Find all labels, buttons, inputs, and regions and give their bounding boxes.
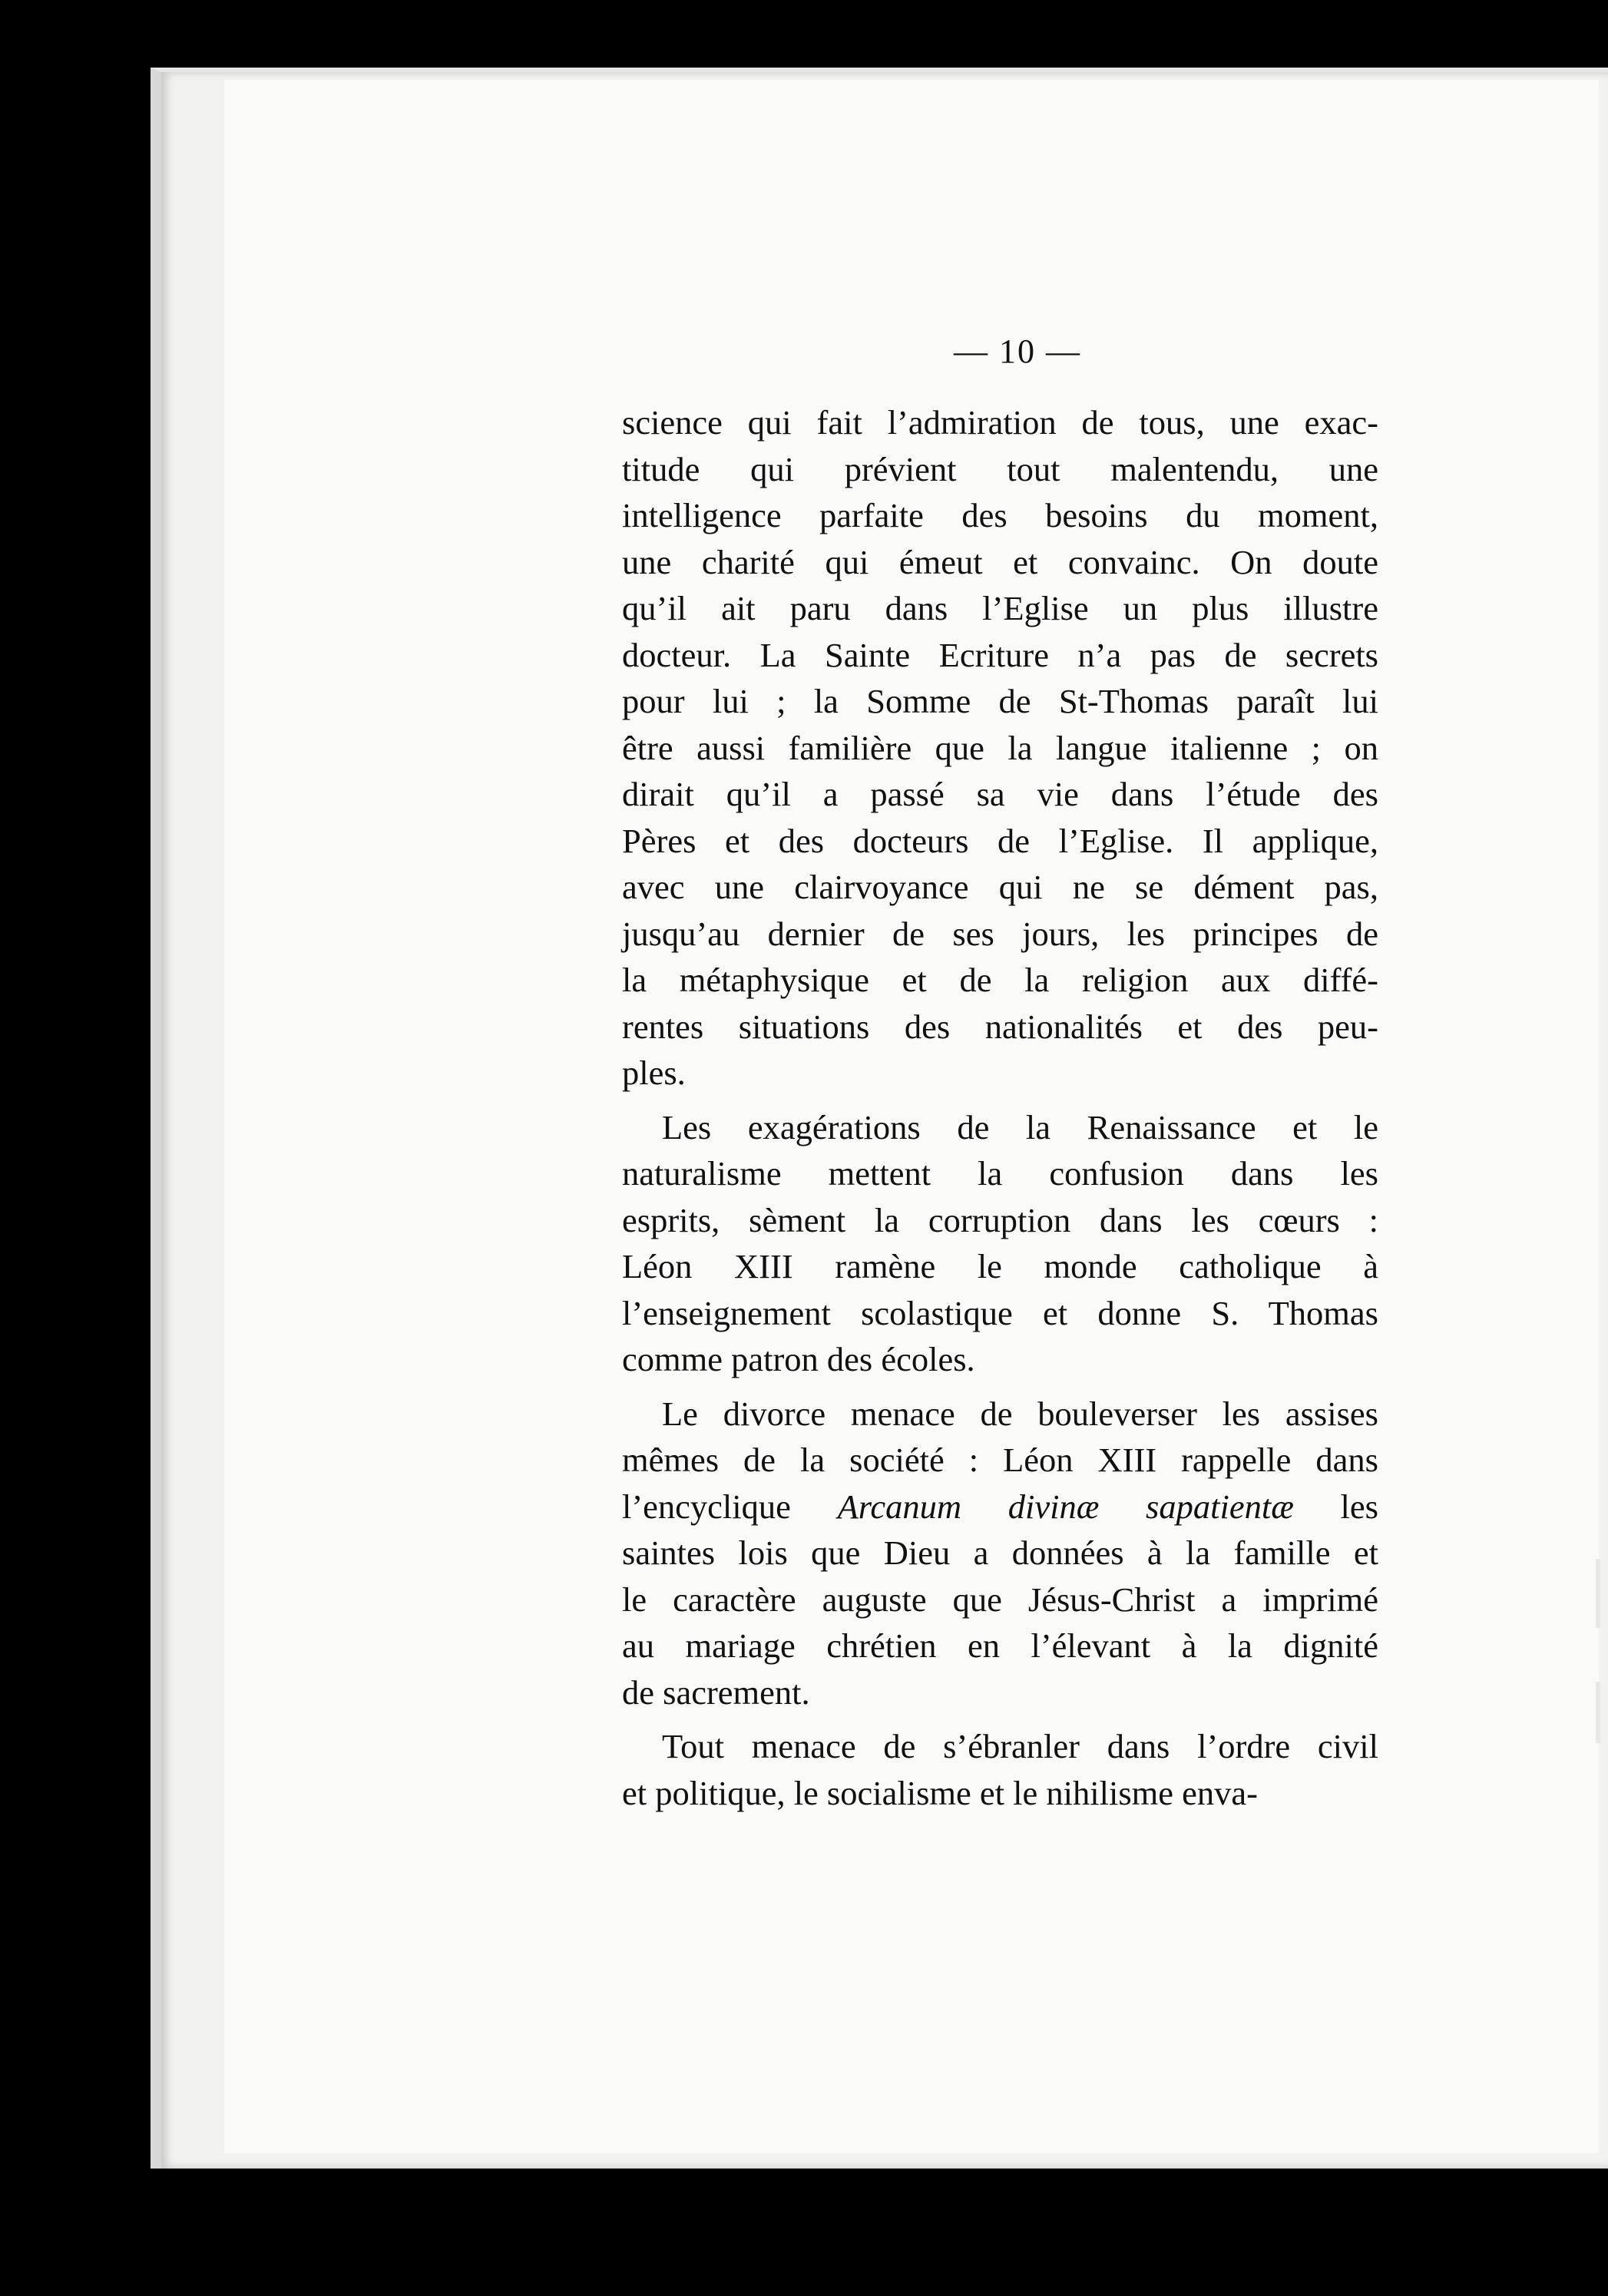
text-line: et politique, le socialisme et le nihilisme enva-	[622, 1773, 1258, 1812]
text-line: être aussi familière que la langue italienne ; on	[622, 728, 1378, 767]
text-line: l’encyclique Arcanum divinæ sapatientæ les	[622, 1487, 1378, 1526]
text-line: l’enseignement scolastique et donne S. Thomas	[622, 1293, 1378, 1332]
right-edge-mark	[1596, 1559, 1600, 1628]
text-line: la métaphysique et de la religion aux diffé-	[622, 961, 1378, 999]
text-line: Les exagérations de la Renaissance et le	[662, 1107, 1378, 1146]
text-line: docteur. La Sainte Ecriture n’a pas de secrets	[622, 635, 1378, 674]
text-line: jusqu’au dernier de ses jours, les principes de	[622, 914, 1378, 953]
text-line: le caractère auguste que Jésus-Christ a imprimé	[622, 1580, 1378, 1619]
text-line: ples.	[622, 1054, 686, 1092]
text-line: intelligence parfaite des besoins du moment,	[622, 496, 1378, 534]
text-line: Pères et des docteurs de l’Eglise. Il applique,	[622, 821, 1378, 860]
text-line: qu’il ait paru dans l’Eglise un plus illustre	[622, 589, 1378, 627]
encyclical-title: Arcanum divinæ sapatientæ	[837, 1487, 1294, 1526]
text-line: mêmes de la société : Léon XIII rappelle dans	[622, 1441, 1378, 1479]
text-line: Le divorce menace de bouleverser les assises	[662, 1394, 1378, 1433]
text-line: pour lui ; la Somme de St-Thomas paraît lui	[622, 682, 1378, 720]
paragraph	[622, 1104, 1378, 1383]
right-edge-mark	[1596, 1682, 1600, 1743]
text-line: Tout menace de s’ébranler dans l’ordre civil	[662, 1727, 1378, 1765]
text-line: avec une clairvoyance qui ne se dément pas,	[622, 868, 1378, 906]
paragraph	[622, 399, 1378, 1097]
body-text	[622, 399, 1378, 1824]
text-line: dirait qu’il a passé sa vie dans l’étude des	[622, 775, 1378, 813]
text-line: saintes lois que Dieu a données à la famille et	[622, 1533, 1378, 1572]
text-line: naturalisme mettent la confusion dans les	[622, 1154, 1378, 1193]
text-line: titude qui prévient tout malentendu, une	[622, 449, 1378, 488]
text-line: comme patron des écoles.	[622, 1340, 975, 1378]
text-line: rentes situations des nationalités et des peu-	[622, 1007, 1378, 1046]
paragraph	[622, 1723, 1378, 1816]
paragraph	[622, 1391, 1378, 1716]
page-number: — 10 —	[954, 332, 1081, 370]
text-line: science qui fait l’admiration de tous, une exac-	[622, 403, 1378, 442]
text-line: Léon XIII ramène le monde catholique à	[622, 1247, 1378, 1285]
text-line: esprits, sèment la corruption dans les cœurs :	[622, 1200, 1378, 1239]
text-line: au mariage chrétien en l’élevant à la dignité	[622, 1626, 1378, 1665]
text-line: de sacrement.	[622, 1672, 810, 1712]
text-line: une charité qui émeut et convainc. On doute	[622, 542, 1378, 581]
